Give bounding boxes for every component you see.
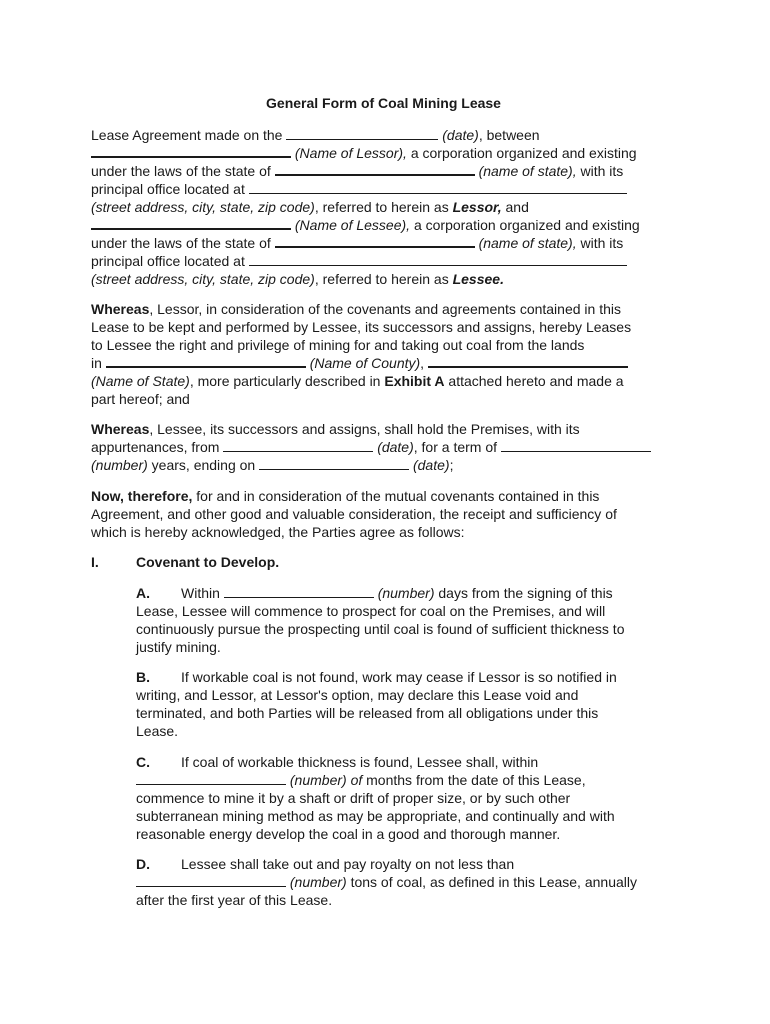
text: (Name of Lessee), <box>294 217 411 233</box>
text: , for a term of <box>413 439 498 455</box>
sub-line: Lease, Lessee will commence to prospect for coal on the Premises, and will <box>136 603 606 619</box>
lessee-state-blank[interactable] <box>275 234 475 248</box>
sub-line <box>136 771 676 789</box>
sub-line: commence to mine it by a shaft or drift of proper size, or by such other <box>136 790 571 806</box>
section-title: Covenant to Develop. <box>136 554 280 570</box>
lessor-state-blank[interactable] <box>275 162 475 176</box>
county-blank[interactable] <box>106 354 306 368</box>
tons-blank[interactable] <box>136 873 286 887</box>
text: , referred to herein as <box>314 271 453 287</box>
sub-line <box>136 584 676 602</box>
text: (date) <box>412 457 450 473</box>
text: Lessor, <box>452 199 502 215</box>
sub-line <box>136 855 676 873</box>
text: (Name of County) <box>309 355 421 371</box>
text: (date) <box>442 127 479 143</box>
intro-line <box>91 180 676 198</box>
text: Whereas <box>91 421 150 437</box>
whereas-line <box>91 438 676 456</box>
text: under the laws of the state of <box>91 163 271 179</box>
whereas-line <box>91 372 676 390</box>
text: Lessee. <box>452 271 504 287</box>
text: Lease Agreement made on the <box>91 127 283 143</box>
text: (number) of <box>289 772 363 788</box>
date-blank[interactable] <box>286 126 438 140</box>
text: , between <box>478 127 540 143</box>
sub-line: continuously pursue the prospecting until coal is found of sufficient thickness to <box>136 621 625 637</box>
text: days from the signing of this <box>434 585 613 601</box>
text: under the laws of the state of <box>91 235 271 251</box>
subsection-c <box>136 753 676 843</box>
intro-line <box>91 234 676 252</box>
whereas-line <box>91 420 676 438</box>
text: If workable coal is not found, work may cease if Lessor is so notified in <box>181 669 617 685</box>
text: (number) <box>91 457 148 473</box>
intro-paragraph <box>91 126 676 288</box>
text: (name of state), <box>478 235 577 251</box>
text: , <box>420 355 425 371</box>
whereas-paragraph-2 <box>91 420 676 474</box>
whereas-line: to Lessee the right and privilege of mining for and taking out coal from the lands <box>91 337 585 353</box>
sub-line <box>136 873 676 891</box>
text: , Lessor, in consideration of the covenants and agreements contained in this <box>149 301 621 317</box>
whereas-line <box>91 354 676 372</box>
text: (number) <box>377 585 435 601</box>
months-blank[interactable] <box>136 771 286 785</box>
text: principal office located at <box>91 253 245 269</box>
sub-line: reasonable energy develop the coal in a good and thorough manner. <box>136 826 561 842</box>
text: Exhibit A <box>384 373 445 389</box>
intro-line <box>91 162 676 180</box>
text: (number) <box>289 874 347 890</box>
subsection-letter: A. <box>136 585 150 601</box>
text: Lessee shall take out and pay royalty on not less than <box>181 856 515 872</box>
section-number: I. <box>91 554 99 570</box>
subsection-a <box>136 584 676 656</box>
intro-line <box>91 198 676 216</box>
start-date-blank[interactable] <box>223 438 373 452</box>
text: (Name of State) <box>91 373 190 389</box>
text: principal office located at <box>91 181 245 197</box>
text: attached hereto and made a <box>444 373 624 389</box>
whereas-paragraph-1 <box>91 300 676 408</box>
now-line <box>91 487 676 505</box>
sub-line <box>136 753 676 771</box>
text: a corporation organized and existing <box>410 217 640 233</box>
text: ; <box>449 457 454 473</box>
section-heading <box>91 553 676 571</box>
end-date-blank[interactable] <box>259 456 409 470</box>
lessee-address-blank[interactable] <box>249 252 627 266</box>
text: years, ending on <box>147 457 256 473</box>
subsection-letter: C. <box>136 754 150 770</box>
whereas-line <box>91 456 676 474</box>
text: , more particularly described in <box>189 373 385 389</box>
intro-line <box>91 252 676 270</box>
text: with its <box>576 235 624 251</box>
now-line: which is hereby acknowledged, the Parties agree as follows: <box>91 524 465 540</box>
text: (street address, city, state, zip code) <box>91 199 315 215</box>
now-therefore-paragraph <box>91 487 676 541</box>
intro-line <box>91 144 676 162</box>
state-blank[interactable] <box>428 354 628 368</box>
text: with its <box>576 163 624 179</box>
lessor-name-blank[interactable] <box>91 144 291 158</box>
sub-line: terminated, and both Parties will be released from all obligations under this <box>136 705 599 721</box>
text: (date) <box>377 439 414 455</box>
text: in <box>91 355 102 371</box>
whereas-line: Lease to be kept and performed by Lessee, its successors and assigns, hereby Leases <box>91 319 632 335</box>
intro-line <box>91 216 676 234</box>
subsection-b <box>136 668 676 740</box>
document-title: General Form of Coal Mining Lease <box>266 95 501 111</box>
days-blank[interactable] <box>224 584 374 598</box>
intro-line <box>91 126 676 144</box>
text: (name of state), <box>478 163 577 179</box>
text: , referred to herein as <box>314 199 453 215</box>
intro-line <box>91 270 676 288</box>
subsection-letter: B. <box>136 669 150 685</box>
sub-line: subterranean mining method as may be appropriate, and continually and with <box>136 808 615 824</box>
lessee-name-blank[interactable] <box>91 216 291 230</box>
subsection-d <box>136 855 676 909</box>
sub-line: writing, and Lessor, at Lessor's option, may declare this Lease void and <box>136 687 579 703</box>
text: , Lessee, its successors and assigns, shall hold the Premises, with its <box>149 421 580 437</box>
text: months from the date of this Lease, <box>362 772 586 788</box>
text: (Name of Lessor), <box>294 145 407 161</box>
text: If coal of workable thickness is found, Lessee shall, within <box>181 754 539 770</box>
text: for and in consideration of the mutual covenants contained in this <box>192 488 600 504</box>
term-blank[interactable] <box>501 438 651 452</box>
text: and <box>501 199 529 215</box>
lessor-address-blank[interactable] <box>249 180 627 194</box>
sub-line: after the first year of this Lease. <box>136 892 333 908</box>
now-line: Agreement, and other good and valuable consideration, the receipt and sufficiency of <box>91 506 617 522</box>
text: (street address, city, state, zip code) <box>91 271 315 287</box>
text: Now, therefore, <box>91 488 193 504</box>
text: Within <box>181 585 220 601</box>
subsection-letter: D. <box>136 856 150 872</box>
text: a corporation organized and existing <box>406 145 637 161</box>
text: tons of coal, as defined in this Lease, annually <box>346 874 637 890</box>
sub-line: Lease. <box>136 723 179 739</box>
text: Whereas <box>91 301 150 317</box>
sub-line <box>136 668 676 686</box>
text: appurtenances, from <box>91 439 220 455</box>
sub-line: justify mining. <box>136 639 221 655</box>
whereas-line: part hereof; and <box>91 391 190 407</box>
whereas-line <box>91 300 676 318</box>
